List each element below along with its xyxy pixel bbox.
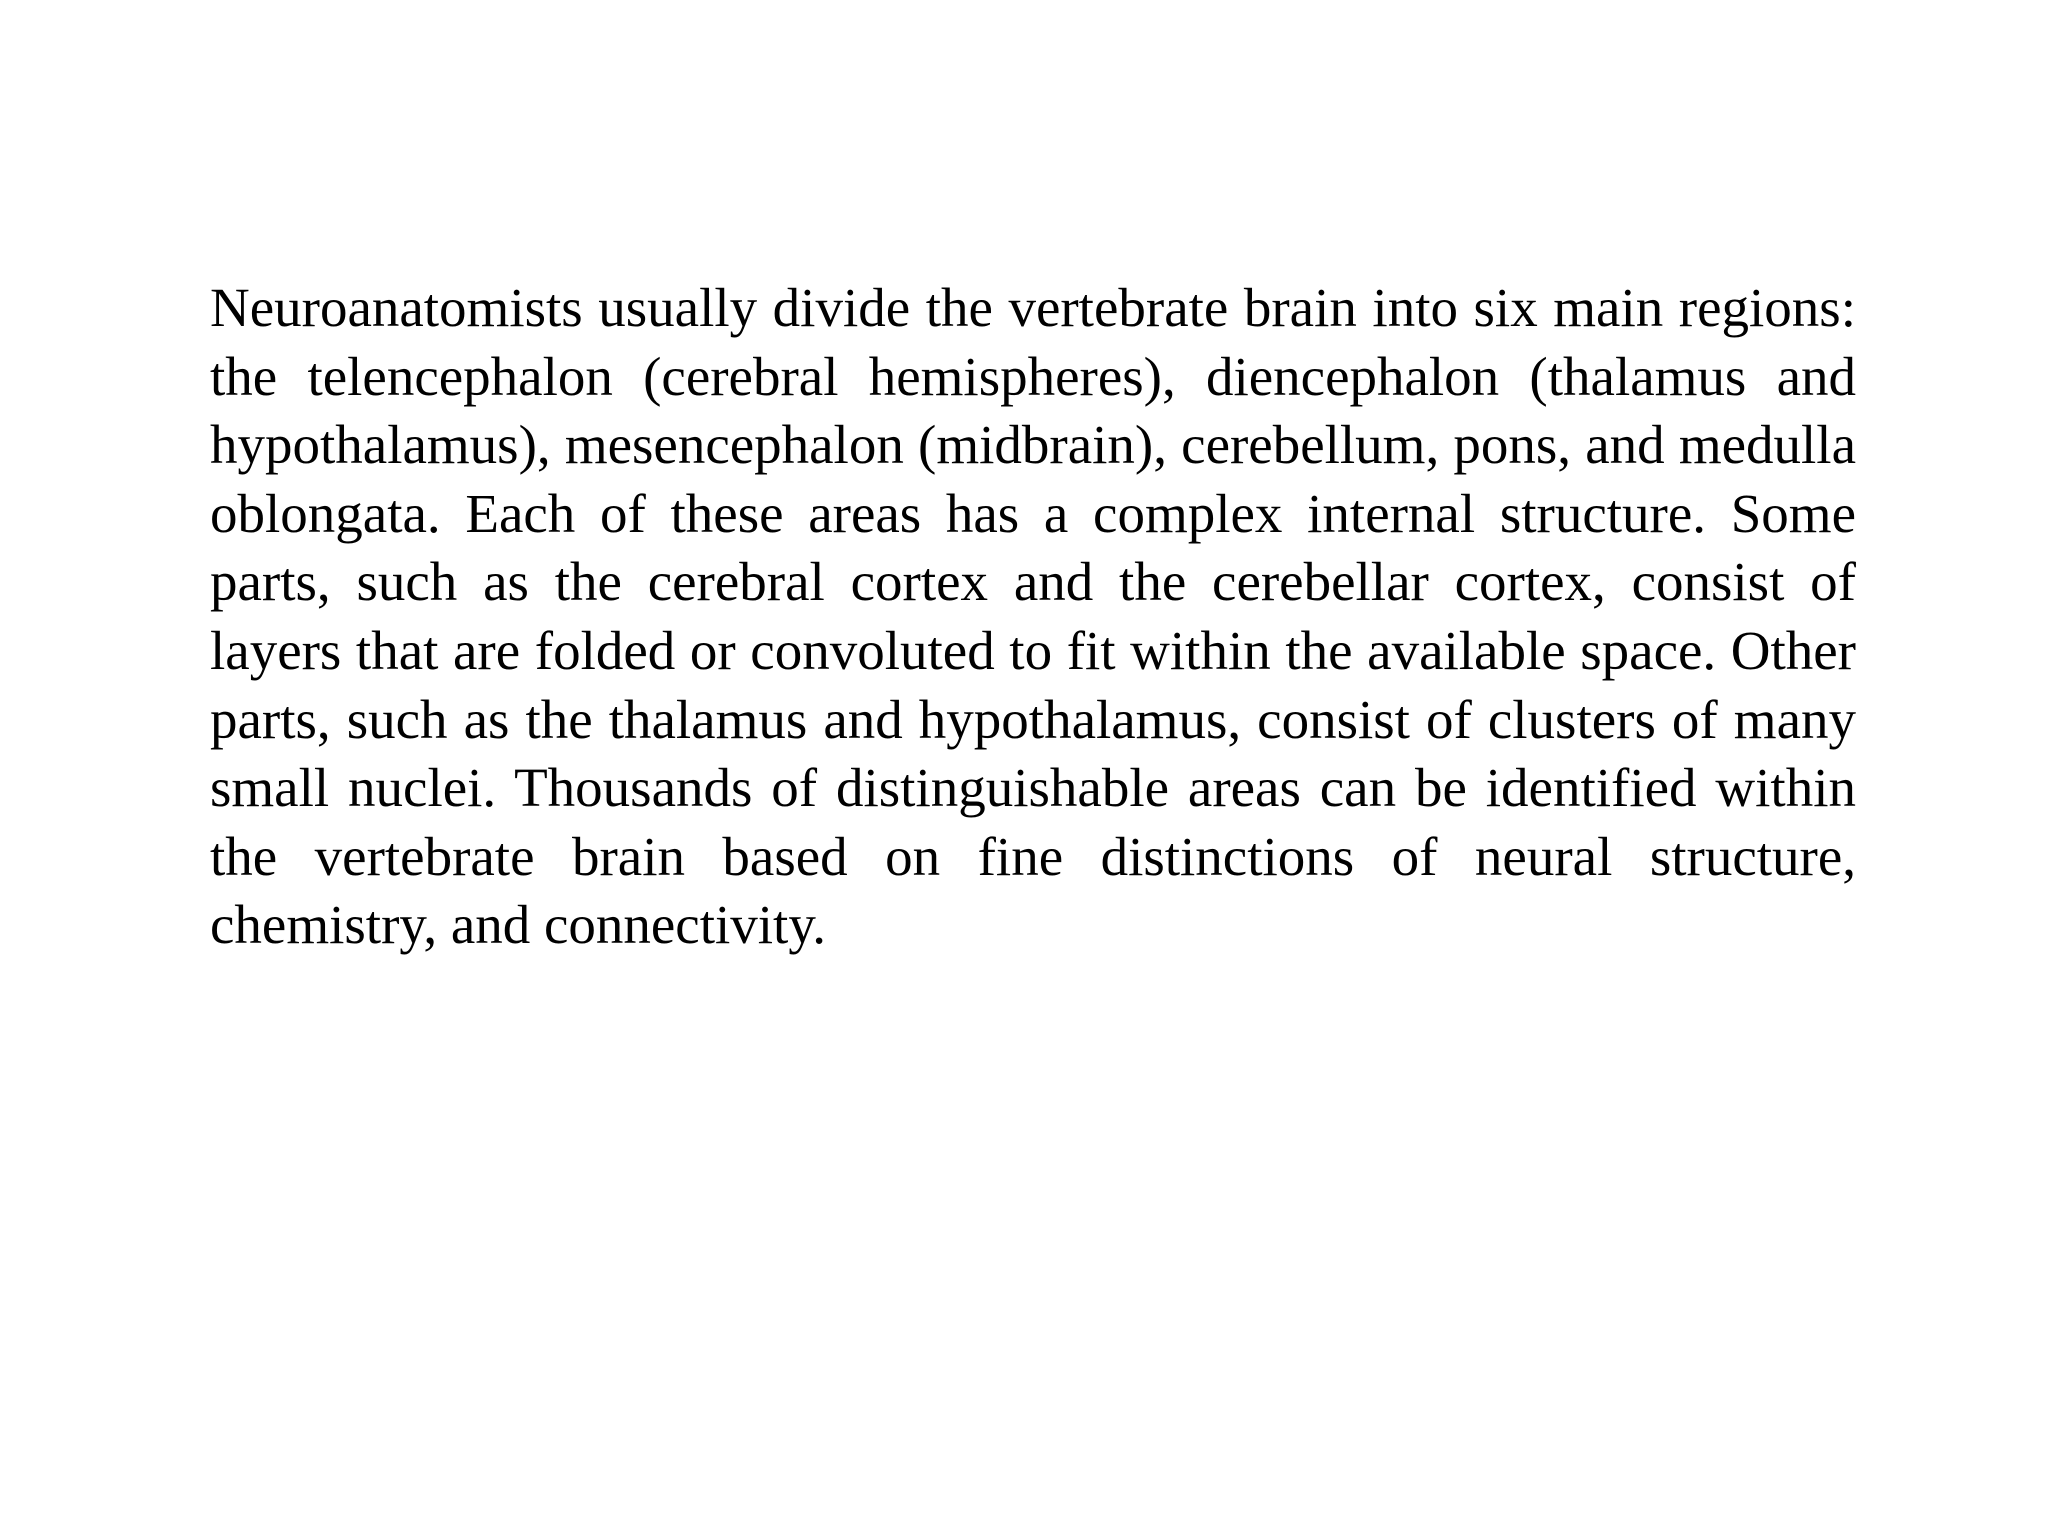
- body-paragraph: Neuroanatomists usually divide the vertebrate brain into six main regions: the telencephalon (cerebral hemispheres), diencephalon (thalamus and hypothalamus), mesencephalon (midbrain), cerebellum, pons, and medulla oblongata. Each of these areas has a complex internal structure. Some parts, such as the cerebral cortex and the cerebellar cortex, consist of layers that are folded or convoluted to fit within the available space. Other parts, such as the thalamus and hypothalamus, consist of clusters of many small nuclei. Thousands of distinguishable areas can be identified within the vertebrate brain based on fine distinctions of neural structure, chemistry, and connectivity.: [210, 277, 1856, 956]
